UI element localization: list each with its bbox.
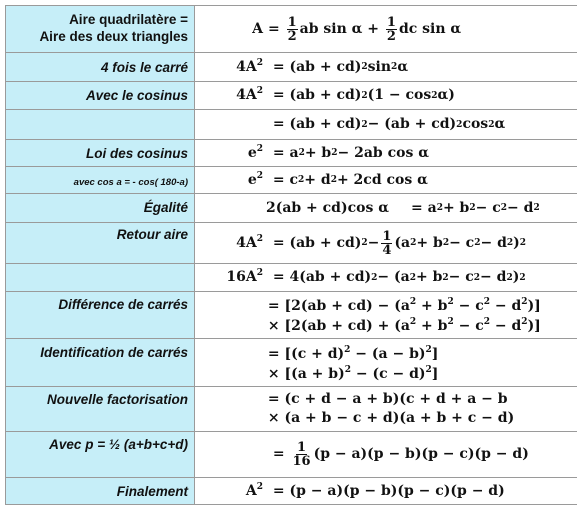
rhs-part: dc sin α: [398, 20, 462, 37]
lhs: A: [252, 20, 263, 37]
formula-cosinus-2: = (ab + cd) 2 − (ab + cd) 2 cos 2 α: [195, 110, 577, 140]
formula-finalement: $A^2$ = (p − a)(p − b)(p − c)(p − d): [195, 478, 577, 505]
row-label-avec-p: Avec p = ½ (a+b+c+d): [6, 432, 195, 478]
formula-4-fois: $4A^2$ = (ab + cd) 2 sin 2 α: [195, 53, 577, 82]
formula-difference: = $[2(ab + cd) - (a^2 + b^2 - c^2 - d^2)]$ × $[2(ab + cd) + (a^2 + b^2 - c^2 - d^2)]$: [195, 292, 577, 339]
formula-aire: [195, 6, 577, 53]
formula-retour-aire: $4A^2$ = (ab + cd) 2 − $\frac{1}{4}$ (a 2 + b 2 − c 2 − d 2 ) 2: [195, 223, 577, 264]
row-label-aire: [6, 6, 195, 53]
fraction: $\frac{1}{16}$: [292, 440, 311, 469]
row-label-difference: Différence de carrés: [6, 292, 195, 339]
rhs-part: ab sin α +: [299, 20, 380, 37]
row-label-egalite: Égalité: [6, 194, 195, 223]
formula-16a2: $16A^2$ = 4(ab + cd) 2 − (a 2 + b 2 − c 2 − d 2 ) 2: [195, 264, 577, 292]
row-label-cos-180: avec cos a = - cos( 180-a): [6, 167, 195, 194]
formula-table: [5, 5, 577, 505]
fraction: $\frac{1}{2}$: [386, 14, 396, 44]
formula-cos-180: $e^2$ = c 2 + d 2 + 2cd cos α: [195, 167, 577, 194]
formula-loi-cosinus: $e^2$ = a 2 + b 2 − 2ab cos α: [195, 140, 577, 167]
label-line-2: Aire des deux triangles: [39, 29, 188, 44]
formula-avec-p: = $\frac{1}{16}$ (p − a)(p − b)(p − c)(p − d): [195, 432, 577, 478]
row-label-empty: [6, 110, 195, 140]
row-label-retour-aire: Retour aire: [6, 223, 195, 264]
row-label-cosinus: Avec le cosinus: [6, 82, 195, 110]
formula-egalite: 2(ab + cd)cos α = a 2 + b 2 − c 2 − d 2: [195, 194, 577, 223]
formula-cosinus: $4A^2$ = (ab + cd) 2 (1 − cos 2 α): [195, 82, 577, 110]
row-label-4-fois: 4 fois le carré: [6, 53, 195, 82]
row-label-finalement: Finalement: [6, 478, 195, 505]
row-label-identification: Identification de carrés: [6, 339, 195, 387]
row-label-factorisation: Nouvelle factorisation: [6, 387, 195, 432]
row-label-loi-cosinus: Loi des cosinus: [6, 140, 195, 167]
formula-factorisation: = (c + d − a + b)(c + d + a − b × (a + b − c + d)(a + b + c − d): [195, 387, 577, 432]
formula-identification: = $[(c + d)^2 - (a - b)^2]$ × $[(a + b)^2 - (c - d)^2]$: [195, 339, 577, 387]
row-label-empty-2: [6, 264, 195, 292]
label-line-1: Aire quadrilatère =: [69, 12, 188, 27]
fraction: $\frac{1}{4}$: [382, 228, 392, 258]
fraction: $\frac{1}{2}$: [287, 14, 297, 44]
rhs-part: =: [268, 20, 280, 37]
